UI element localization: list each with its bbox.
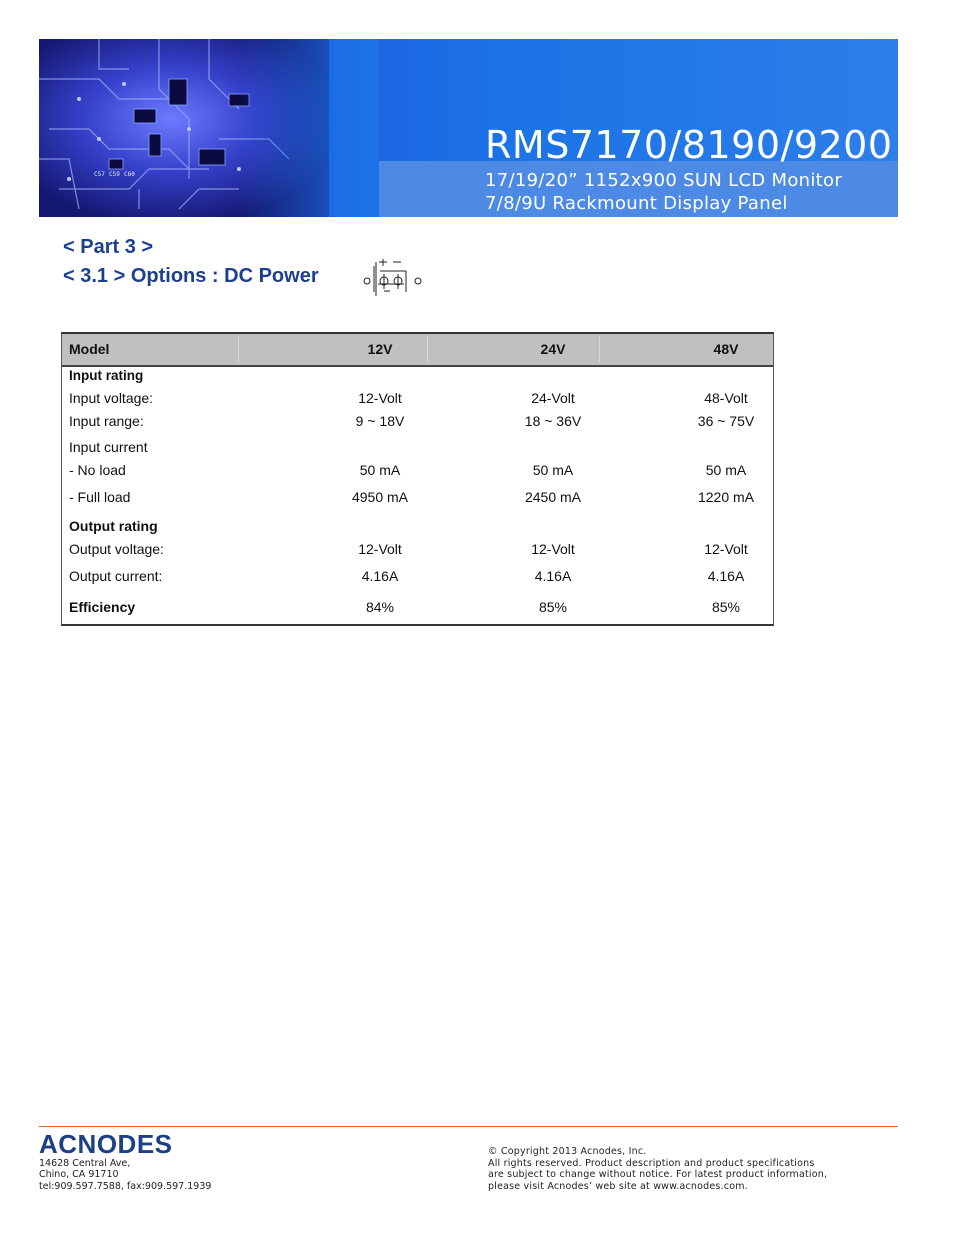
cell-output-voltage-24v: 12-Volt: [531, 541, 575, 557]
row-label-input-range: Input range:: [69, 413, 144, 429]
cell-no-load-24v: 50 mA: [532, 462, 574, 478]
cell-input-range-24v: 18 ~ 36V: [524, 413, 582, 429]
row-label-input-rating: Input rating: [69, 368, 144, 383]
cell-output-voltage-48v: 12-Volt: [704, 541, 748, 557]
cell-input-voltage-12v: 12-Volt: [358, 390, 402, 406]
dc-power-connector-icon: [360, 254, 424, 298]
cell-input-range-12v: 9 ~ 18V: [355, 413, 405, 429]
row-label-input-voltage: Input voltage:: [69, 390, 154, 406]
cell-output-current-48v: 4.16A: [707, 568, 745, 584]
section-heading: < 3.1 > Options : DC Power: [63, 265, 319, 287]
row-label-output-voltage: Output voltage:: [69, 541, 164, 557]
footer-copyright: © Copyright 2013 Acnodes, Inc.: [488, 1146, 647, 1157]
header-48v: 48V: [713, 341, 739, 357]
column-divider: [427, 336, 428, 362]
row-label-output-current: Output current:: [69, 568, 163, 584]
header-12v: 12V: [367, 341, 393, 357]
header-banner: [39, 39, 898, 217]
dc-power-spec-table: [61, 332, 774, 626]
header-24v: 24V: [540, 341, 566, 357]
cell-input-range-48v: 36 ~ 75V: [697, 413, 755, 429]
product-title: RMS7170/8190/9200: [485, 123, 893, 167]
acnodes-logo: [39, 1131, 199, 1159]
banner-fade: [239, 39, 379, 217]
cell-output-current-24v: 4.16A: [534, 568, 572, 584]
footer-notice-line-3: please visit Acnodes’ web site at www.acnodes.com.: [488, 1181, 748, 1192]
footer-notice-line-1: All rights reserved. Product description and product specifications: [488, 1158, 815, 1169]
row-label-no-load: - No load: [69, 462, 126, 478]
product-subtitle-2: 7/8/9U Rackmount Display Panel: [485, 193, 788, 214]
table-header-row: [62, 334, 773, 367]
row-label-efficiency: Efficiency: [69, 599, 136, 615]
chip-label: C57: [94, 171, 105, 178]
cell-efficiency-12v: 84%: [365, 599, 395, 615]
chip-label: C60: [124, 171, 135, 178]
cell-no-load-48v: 50 mA: [705, 462, 747, 478]
cell-no-load-12v: 50 mA: [359, 462, 401, 478]
row-label-full-load: - Full load: [69, 489, 131, 505]
row-label-output-rating: Output rating: [69, 518, 158, 534]
cell-output-voltage-12v: 12-Volt: [358, 541, 402, 557]
footer-address-line-1: 14628 Central Ave,: [39, 1158, 131, 1169]
logo-text: ACNODES: [39, 1131, 173, 1159]
cell-output-current-12v: 4.16A: [361, 568, 399, 584]
column-divider: [238, 336, 239, 362]
cell-efficiency-24v: 85%: [538, 599, 568, 615]
row-label-input-current: Input current: [69, 439, 148, 455]
product-subtitle-1: 17/19/20” 1152x900 SUN LCD Monitor: [485, 170, 843, 191]
footer-address-line-2: Chino, CA 91710: [39, 1169, 119, 1180]
footer-contact: tel:909.597.7588, fax:909.597.1939: [39, 1181, 212, 1192]
cell-input-voltage-48v: 48-Volt: [704, 390, 748, 406]
cell-full-load-24v: 2450 mA: [524, 489, 582, 505]
column-divider: [599, 336, 600, 362]
part-heading: < Part 3 >: [63, 236, 154, 258]
cell-full-load-12v: 4950 mA: [351, 489, 409, 505]
footer-divider: [39, 1126, 898, 1127]
chip-label: C59: [109, 171, 120, 178]
cell-efficiency-48v: 85%: [711, 599, 741, 615]
header-model: Model: [69, 341, 110, 357]
footer-notice-line-2: are subject to change without notice. For latest product information,: [488, 1169, 828, 1180]
cell-full-load-48v: 1220 mA: [697, 489, 755, 505]
cell-input-voltage-24v: 24-Volt: [531, 390, 575, 406]
